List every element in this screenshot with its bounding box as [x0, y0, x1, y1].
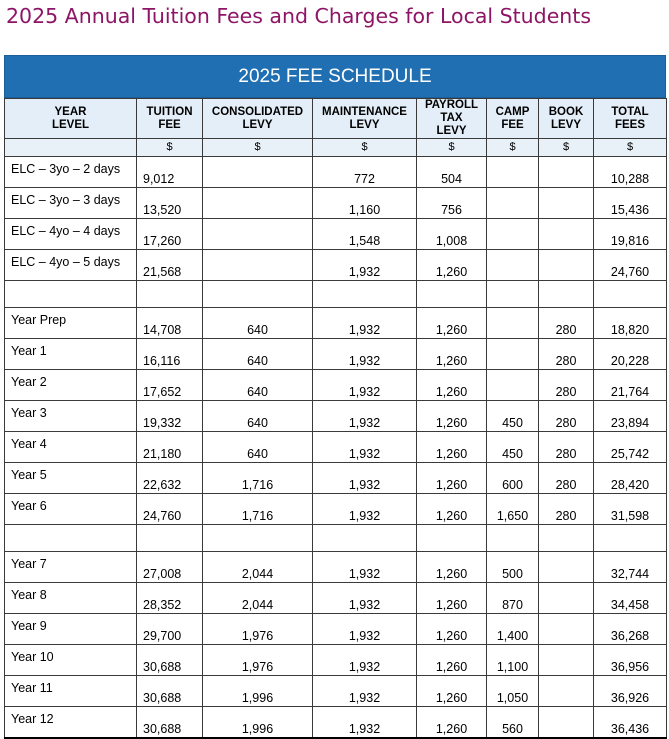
- total-cell: 36,268: [594, 614, 667, 645]
- camp-cell: [487, 308, 539, 339]
- payroll-cell: 1,260: [417, 645, 487, 676]
- book-cell: 280: [539, 339, 594, 370]
- empty-cell: [5, 525, 137, 552]
- column-header-line: CAMP: [495, 105, 530, 118]
- level-cell: Year 8: [5, 583, 137, 614]
- total-cell: 36,436: [594, 707, 667, 739]
- consolidated-cell: 640: [203, 370, 313, 401]
- consolidated-cell: 2,044: [203, 583, 313, 614]
- book-cell: [539, 583, 594, 614]
- column-header: [487, 99, 539, 139]
- camp-cell: 450: [487, 432, 539, 463]
- empty-cell: [313, 281, 417, 308]
- unit-cell: $: [137, 139, 203, 157]
- table-row: [5, 401, 667, 432]
- maintenance-cell: 1,932: [313, 494, 417, 525]
- maintenance-cell: 1,932: [313, 614, 417, 645]
- empty-cell: [313, 525, 417, 552]
- maintenance-cell: 1,548: [313, 219, 417, 250]
- maintenance-cell: 1,932: [313, 339, 417, 370]
- table-row: [5, 676, 667, 707]
- maintenance-cell: 1,932: [313, 308, 417, 339]
- consolidated-cell: 640: [203, 401, 313, 432]
- table-row: [5, 308, 667, 339]
- maintenance-cell: 1,160: [313, 188, 417, 219]
- empty-cell: [137, 281, 203, 308]
- empty-cell: [487, 525, 539, 552]
- book-cell: [539, 250, 594, 281]
- payroll-cell: 1,260: [417, 401, 487, 432]
- tuition-cell: 27,008: [137, 552, 203, 583]
- total-cell: 21,764: [594, 370, 667, 401]
- level-cell: ELC – 4yo – 4 days: [5, 219, 137, 250]
- table-row: [5, 339, 667, 370]
- maintenance-cell: 1,932: [313, 432, 417, 463]
- camp-cell: 1,050: [487, 676, 539, 707]
- empty-cell: [203, 281, 313, 308]
- level-cell: Year 12: [5, 707, 137, 739]
- total-cell: 23,894: [594, 401, 667, 432]
- column-header-line: TOTAL: [611, 105, 649, 118]
- level-cell: Year 9: [5, 614, 137, 645]
- tuition-cell: 19,332: [137, 401, 203, 432]
- total-cell: 31,598: [594, 494, 667, 525]
- unit-cell: [5, 139, 137, 157]
- empty-cell: [417, 525, 487, 552]
- book-cell: [539, 219, 594, 250]
- book-cell: [539, 707, 594, 739]
- column-header-line: BOOK: [548, 105, 584, 118]
- column-header-line: CONSOLIDATED: [211, 105, 304, 118]
- column-header-line: MAINTENANCE: [322, 105, 407, 118]
- total-cell: 36,926: [594, 676, 667, 707]
- table-row: [5, 219, 667, 250]
- payroll-cell: 1,260: [417, 370, 487, 401]
- empty-cell: [594, 525, 667, 552]
- maintenance-cell: 1,932: [313, 552, 417, 583]
- tuition-cell: 22,632: [137, 463, 203, 494]
- level-cell: Year 5: [5, 463, 137, 494]
- consolidated-cell: 1,976: [203, 645, 313, 676]
- tuition-cell: 30,688: [137, 645, 203, 676]
- payroll-cell: 1,260: [417, 676, 487, 707]
- table-row: [5, 645, 667, 676]
- book-cell: [539, 645, 594, 676]
- level-cell: Year 11: [5, 676, 137, 707]
- camp-cell: [487, 157, 539, 188]
- column-header: [137, 99, 203, 139]
- consolidated-cell: 1,996: [203, 707, 313, 739]
- level-cell: Year 10: [5, 645, 137, 676]
- camp-cell: 500: [487, 552, 539, 583]
- camp-cell: 450: [487, 401, 539, 432]
- table-row: [5, 707, 667, 739]
- total-cell: 15,436: [594, 188, 667, 219]
- table-row: [5, 583, 667, 614]
- column-header: [5, 99, 137, 139]
- unit-row: [5, 139, 667, 157]
- column-header-line: PAYROLL: [424, 99, 479, 111]
- maintenance-cell: 772: [313, 157, 417, 188]
- page-title: 2025 Annual Tuition Fees and Charges for Local Students: [6, 4, 592, 28]
- column-header-line: LEVY: [242, 118, 273, 131]
- empty-cell: [203, 525, 313, 552]
- empty-cell: [539, 525, 594, 552]
- total-cell: 19,816: [594, 219, 667, 250]
- level-cell: Year Prep: [5, 308, 137, 339]
- book-cell: 280: [539, 494, 594, 525]
- spacer-row: [5, 281, 667, 308]
- consolidated-cell: 1,716: [203, 463, 313, 494]
- payroll-cell: 1,260: [417, 494, 487, 525]
- payroll-cell: 1,008: [417, 219, 487, 250]
- payroll-cell: 1,260: [417, 339, 487, 370]
- level-cell: Year 2: [5, 370, 137, 401]
- table-row: [5, 157, 667, 188]
- total-cell: 10,288: [594, 157, 667, 188]
- tuition-cell: 30,688: [137, 707, 203, 739]
- tuition-cell: 9,012: [137, 157, 203, 188]
- fee-table-header: [5, 99, 667, 157]
- table-row: [5, 370, 667, 401]
- book-cell: 280: [539, 432, 594, 463]
- column-header-line: FEE: [158, 118, 181, 131]
- tuition-cell: 17,260: [137, 219, 203, 250]
- consolidated-cell: 1,996: [203, 676, 313, 707]
- total-cell: 25,742: [594, 432, 667, 463]
- consolidated-cell: [203, 250, 313, 281]
- empty-cell: [487, 281, 539, 308]
- tuition-cell: 13,520: [137, 188, 203, 219]
- unit-cell: $: [203, 139, 313, 157]
- level-cell: Year 3: [5, 401, 137, 432]
- tuition-cell: 21,568: [137, 250, 203, 281]
- column-header: [313, 99, 417, 139]
- tuition-cell: 21,180: [137, 432, 203, 463]
- consolidated-cell: [203, 188, 313, 219]
- table-row: [5, 250, 667, 281]
- total-cell: 18,820: [594, 308, 667, 339]
- camp-cell: [487, 188, 539, 219]
- maintenance-cell: 1,932: [313, 463, 417, 494]
- camp-cell: [487, 219, 539, 250]
- unit-cell: $: [313, 139, 417, 157]
- tuition-cell: 16,116: [137, 339, 203, 370]
- consolidated-cell: 640: [203, 339, 313, 370]
- camp-cell: [487, 339, 539, 370]
- consolidated-cell: 640: [203, 308, 313, 339]
- payroll-cell: 504: [417, 157, 487, 188]
- payroll-cell: 1,260: [417, 552, 487, 583]
- payroll-cell: 1,260: [417, 250, 487, 281]
- tuition-cell: 24,760: [137, 494, 203, 525]
- table-row: [5, 614, 667, 645]
- empty-cell: [137, 525, 203, 552]
- payroll-cell: 1,260: [417, 583, 487, 614]
- book-cell: 280: [539, 463, 594, 494]
- total-cell: 24,760: [594, 250, 667, 281]
- tuition-cell: 28,352: [137, 583, 203, 614]
- fee-schedule: [4, 55, 666, 739]
- camp-cell: 1,650: [487, 494, 539, 525]
- unit-cell: $: [487, 139, 539, 157]
- book-cell: [539, 614, 594, 645]
- consolidated-cell: 2,044: [203, 552, 313, 583]
- column-header-line: TUITION: [146, 105, 193, 118]
- column-header: [539, 99, 594, 139]
- book-cell: [539, 676, 594, 707]
- level-cell: ELC – 3yo – 3 days: [5, 188, 137, 219]
- maintenance-cell: 1,932: [313, 645, 417, 676]
- maintenance-cell: 1,932: [313, 250, 417, 281]
- column-header-row: [5, 99, 667, 139]
- payroll-cell: 1,260: [417, 432, 487, 463]
- book-cell: [539, 188, 594, 219]
- empty-cell: [5, 281, 137, 308]
- column-header: [203, 99, 313, 139]
- column-header: [594, 99, 667, 139]
- consolidated-cell: [203, 219, 313, 250]
- book-cell: 280: [539, 370, 594, 401]
- column-header-line: LEVY: [349, 118, 380, 131]
- tuition-cell: 29,700: [137, 614, 203, 645]
- total-cell: 20,228: [594, 339, 667, 370]
- total-cell: 28,420: [594, 463, 667, 494]
- camp-cell: 600: [487, 463, 539, 494]
- payroll-cell: 1,260: [417, 707, 487, 739]
- column-header-line: TAX: [440, 112, 463, 124]
- level-cell: Year 6: [5, 494, 137, 525]
- table-row: [5, 188, 667, 219]
- book-cell: 280: [539, 308, 594, 339]
- tuition-cell: 17,652: [137, 370, 203, 401]
- empty-cell: [417, 281, 487, 308]
- total-cell: 32,744: [594, 552, 667, 583]
- consolidated-cell: [203, 157, 313, 188]
- level-cell: ELC – 4yo – 5 days: [5, 250, 137, 281]
- table-row: [5, 552, 667, 583]
- level-cell: Year 1: [5, 339, 137, 370]
- level-cell: Year 4: [5, 432, 137, 463]
- camp-cell: 870: [487, 583, 539, 614]
- maintenance-cell: 1,932: [313, 370, 417, 401]
- book-cell: [539, 552, 594, 583]
- level-cell: ELC – 3yo – 2 days: [5, 157, 137, 188]
- consolidated-cell: 640: [203, 432, 313, 463]
- tuition-cell: 14,708: [137, 308, 203, 339]
- camp-cell: 1,400: [487, 614, 539, 645]
- payroll-cell: 1,260: [417, 614, 487, 645]
- unit-cell: $: [417, 139, 487, 157]
- empty-cell: [594, 281, 667, 308]
- fee-schedule-title: 2025 FEE SCHEDULE: [4, 55, 666, 98]
- book-cell: 280: [539, 401, 594, 432]
- book-cell: [539, 157, 594, 188]
- table-row: [5, 463, 667, 494]
- column-header-line: FEES: [614, 118, 646, 131]
- level-cell: Year 7: [5, 552, 137, 583]
- maintenance-cell: 1,932: [313, 401, 417, 432]
- column-header-line: LEVY: [550, 118, 582, 131]
- unit-cell: $: [594, 139, 667, 157]
- payroll-cell: 1,260: [417, 463, 487, 494]
- camp-cell: 1,100: [487, 645, 539, 676]
- maintenance-cell: 1,932: [313, 676, 417, 707]
- payroll-cell: 1,260: [417, 308, 487, 339]
- total-cell: 34,458: [594, 583, 667, 614]
- payroll-cell: 756: [417, 188, 487, 219]
- empty-cell: [539, 281, 594, 308]
- maintenance-cell: 1,932: [313, 583, 417, 614]
- spacer-row: [5, 525, 667, 552]
- tuition-cell: 30,688: [137, 676, 203, 707]
- camp-cell: [487, 250, 539, 281]
- fee-table-body: [5, 157, 667, 739]
- column-header-line: FEE: [501, 118, 524, 131]
- table-row: [5, 494, 667, 525]
- column-header-line: LEVEL: [51, 118, 90, 131]
- unit-cell: $: [539, 139, 594, 157]
- column-header-line: LEVY: [436, 125, 467, 137]
- consolidated-cell: 1,716: [203, 494, 313, 525]
- table-row: [5, 432, 667, 463]
- column-header-line: YEAR: [54, 105, 87, 118]
- consolidated-cell: 1,976: [203, 614, 313, 645]
- fee-table: [4, 98, 667, 739]
- total-cell: 36,956: [594, 645, 667, 676]
- column-header: [417, 99, 487, 139]
- camp-cell: [487, 370, 539, 401]
- maintenance-cell: 1,932: [313, 707, 417, 739]
- camp-cell: 560: [487, 707, 539, 739]
